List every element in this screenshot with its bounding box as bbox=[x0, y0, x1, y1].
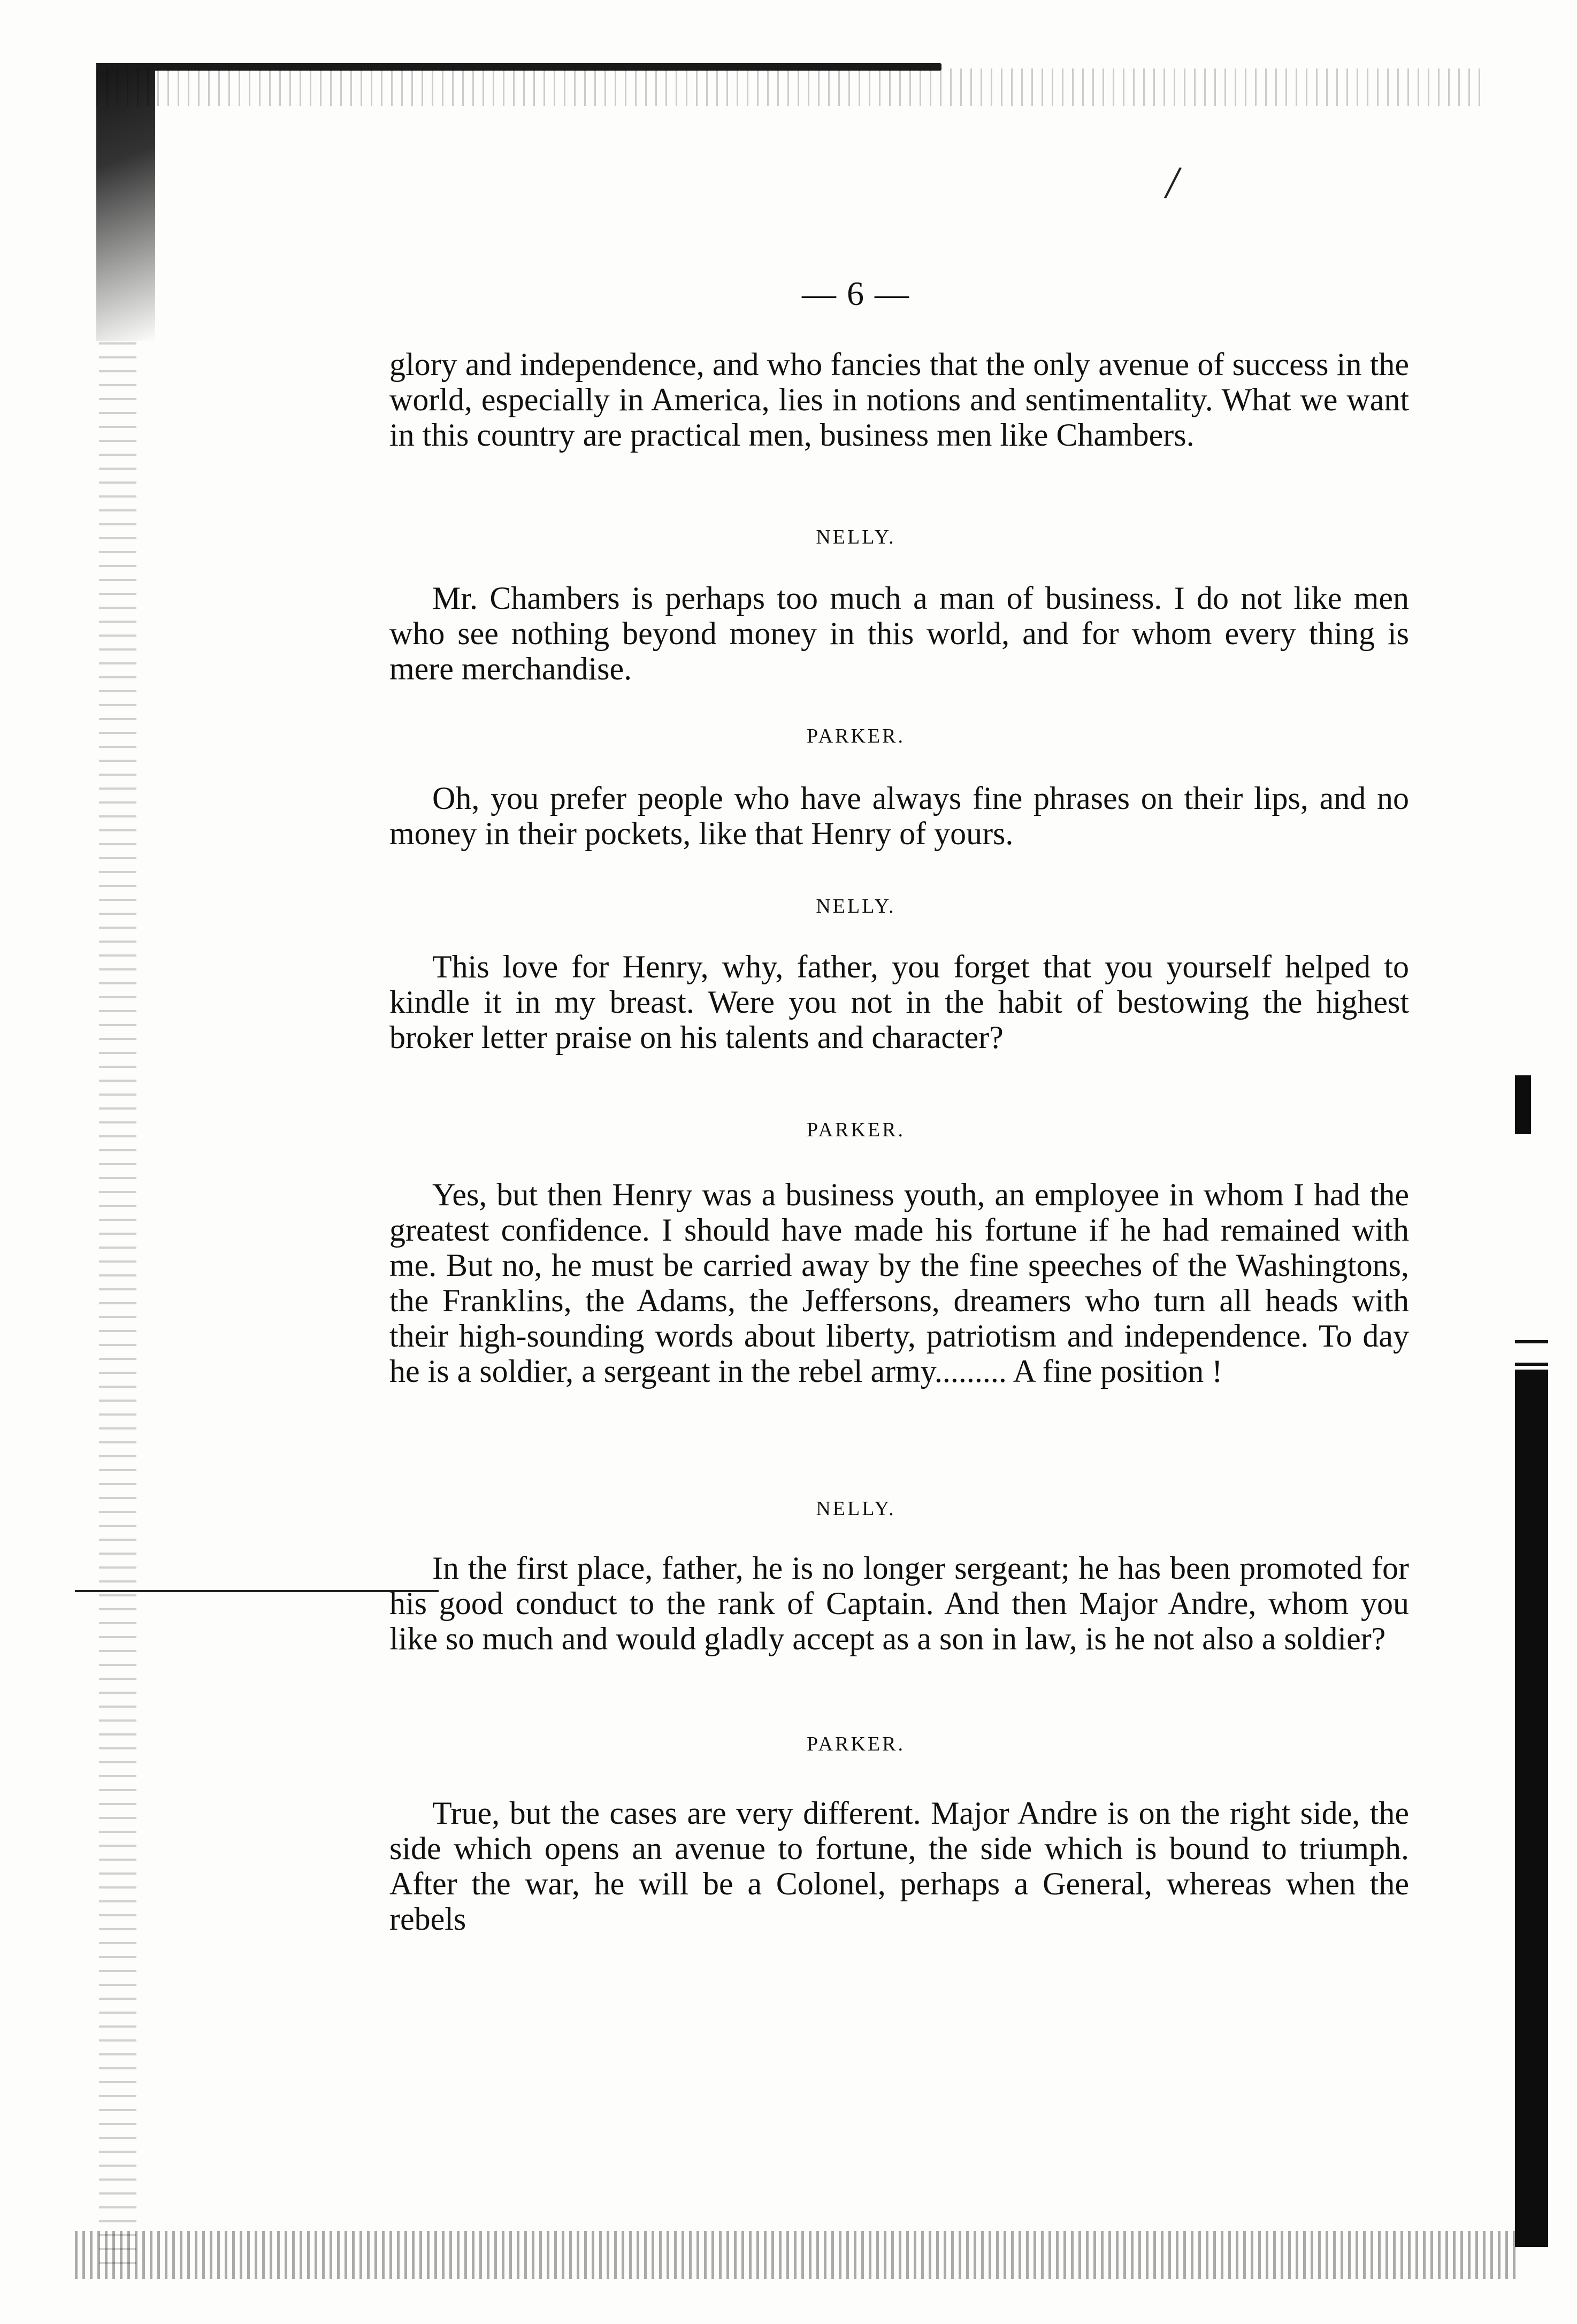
scan-right-lines bbox=[1515, 1340, 1548, 1366]
speaker-label-nelly: NELLY. bbox=[816, 1497, 896, 1520]
dialogue-parker: Yes, but then Henry was a business youth, an employee in whom I had the greatest confidence. I should have made his fortune if he had remained with me. But no, he must be carried away by the fine speeches of the Washingtons, the Franklins, the Adams, the Jeffersons, dreamers who turn all heads with their high-sounding words about liberty, patriotism and independence. To day he is a soldier, a sergeant in the rebel army......... A fine position ! bbox=[389, 1177, 1409, 1389]
speaker-label-nelly: NELLY. bbox=[816, 895, 896, 918]
scan-right-bar bbox=[1515, 1370, 1548, 2247]
speaker-label-parker: PARKER. bbox=[807, 1733, 905, 1755]
scan-left-edge-noise bbox=[99, 342, 136, 2268]
paragraph-continuation: glory and independence, and who fancies that the only avenue of success in the world, especially in America, lies in notions and sentimentality. What we want in this country are practical men, business men like Chambers. bbox=[389, 347, 1409, 453]
scan-margin-line bbox=[75, 1590, 439, 1592]
speaker-label-parker: PARKER. bbox=[807, 725, 905, 747]
scan-right-mark bbox=[1515, 1075, 1531, 1134]
dialogue-nelly: Mr. Chambers is perhaps too much a man of business. I do not like men who see nothing beyond money in this world, and for whom every thing is mere merchandise. bbox=[389, 580, 1409, 686]
scan-top-edge-noise bbox=[96, 68, 1487, 106]
page-number: — 6 — bbox=[802, 274, 910, 312]
dialogue-parker: True, but the cases are very different. Major Andre is on the right side, the side which opens an avenue to fortune, the side which is bound to triumph. After the war, he will be a Colonel, perhaps a General, whereas when the rebels bbox=[389, 1795, 1409, 1937]
dialogue-nelly: In the first place, father, he is no longer sergeant; he has been promoted for his good conduct to the rank of Captain. And then Major Andre, whom you like so much and would gladly accept as a son in law, is he not also a soldier? bbox=[389, 1550, 1409, 1656]
scan-bottom-edge-noise bbox=[75, 2231, 1519, 2279]
dialogue-nelly: This love for Henry, why, father, you forget that you yourself helped to kindle it in my breast. Were you not in the habit of bestowing the highest broker letter praise on his talents and character? bbox=[389, 949, 1409, 1055]
scan-stray-mark: / bbox=[1162, 155, 1183, 210]
speaker-label-nelly: NELLY. bbox=[816, 526, 896, 548]
dialogue-parker: Oh, you prefer people who have always fine phrases on their lips, and no money in their pockets, like that Henry of yours. bbox=[389, 781, 1409, 851]
speaker-label-parker: PARKER. bbox=[807, 1119, 905, 1141]
